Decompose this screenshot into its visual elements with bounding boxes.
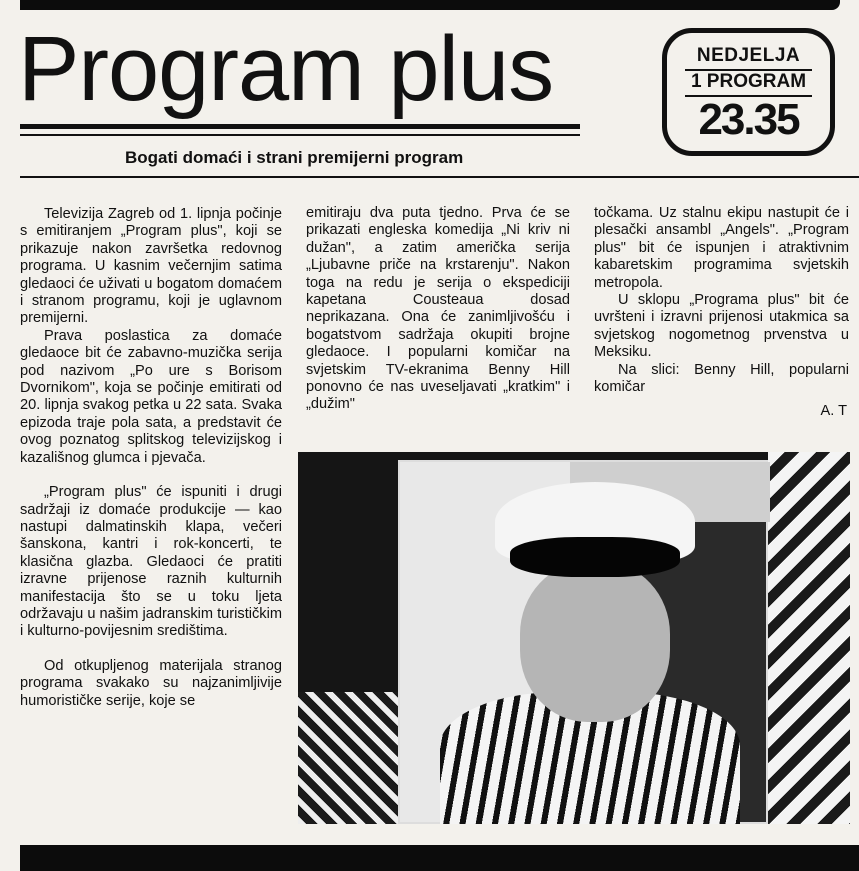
article-column-3: [594, 205, 849, 396]
article-column-2: [306, 205, 570, 414]
paragraph: Televizija Zagreb od 1. lipnja počinje s emitiranjem „Program plus", koji se prikazuje nakon završetka redovnog programa. U kasnim večernjim satima gledaoci će uživati u bogatom domaćem i stranom programu, koji je uglavnom premijerni.: [20, 206, 282, 327]
portrait-frame: [398, 460, 768, 824]
paragraph: U sklopu „Programa plus" bit će uvršteni i izravni prijenosi utakmica sa svjetskog nogometnog prvenstva u Meksiku.: [594, 292, 849, 361]
subtitle-rule: [20, 176, 859, 178]
author-signature: A. T: [820, 403, 847, 419]
photo-caption: Na slici: Benny Hill, popularni komičar: [594, 361, 849, 396]
paragraph: emitiraju dva puta tjedno. Prva će se prikazati engleska komedija „Ni kriv ni dužan", a zatim američka serija „Ljubavne priče na krstarenju". Nakon toga na redu je serija o ekspediciji kapetana Cousteaua dosad neprikazana. Ona će zanimljivošću i bogatstvom sadržaja okupiti brojne gledaoce. I popularni komičar na svjetskim TV-ekranima Benny Hill ponovno će nas uveseljavati „kratkim" i „dužim": [306, 205, 570, 413]
decorative-stripes-left: [298, 692, 398, 824]
badge-time: 23.35: [698, 95, 799, 144]
schedule-badge: [662, 28, 835, 156]
bottom-rule-bar: [20, 845, 859, 871]
badge-day: NEDJELJA: [696, 45, 801, 66]
face: [520, 562, 670, 722]
paragraph: točkama. Uz stalnu ekipu nastupit će i plesački ansambl „Angels". „Program plus" bit će ispunjen i atraktivnim kabaretskim programima svjetskih metropola.: [594, 205, 849, 291]
paragraph: Prava poslastica za domaće gledaoce bit će zabavno-muzička serija pod nazivom „Po ure s Borisom Dvornikom", koja se počinje emitirati od 20. lipnja svakog petka u 22 sata. Svaka epizoda traje pola sata, a predstavit će ovog poznatog splitskog televizijskog i kazališnog glumca i pjevača.: [20, 327, 282, 466]
article-column-1: [20, 206, 282, 710]
badge-program: 1 PROGRAM: [690, 71, 807, 92]
subtitle: Bogati domaći i strani premijerni program: [125, 148, 464, 167]
top-rule-bar: [20, 0, 840, 10]
paragraph: „Program plus" će ispuniti i drugi sadržaji iz domaće produkcije — kao nastupi dalmatinskih klapa, večeri šanskona, kantri i rok-koncerti, te klasična glazba. Gledaoci će pratiti izravne prijenose raznih kulturnih manifestacija što se u toku ljeta održavaju u našim jadranskim turističkim i kulturno-povijesnim središtima.: [20, 484, 282, 640]
paragraph: Od otkupljenog materijala stranog programa svakako su najzanimljivije humorističke serije, koje se: [20, 657, 282, 709]
title-rule-thick: [20, 124, 580, 129]
page-title: Program plus: [18, 18, 554, 120]
title-rule-thin: [20, 134, 580, 136]
benny-hill-photo: [298, 452, 850, 824]
decorative-stripes-right: [768, 452, 850, 824]
cap-brim: [510, 537, 680, 577]
